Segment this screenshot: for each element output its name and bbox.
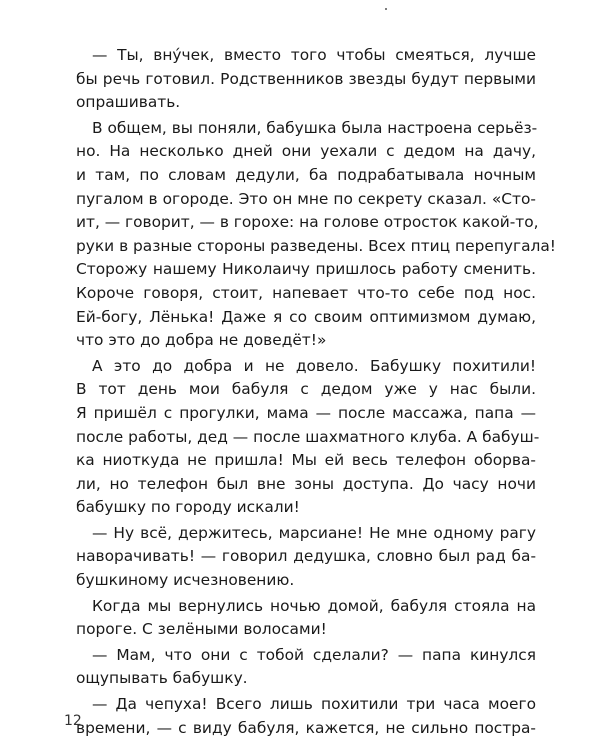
text-line: Ей-богу, Лёнька! Даже я со своим оптимизмом думаю,	[76, 307, 536, 326]
text-line: бабушку по городу искали!	[76, 498, 300, 517]
text-line: но. На несколько дней они уехали с дедом на дачу,	[76, 142, 536, 161]
paragraph-7	[76, 693, 536, 740]
text-line: ка ниоткуда не пришла! Мы ей весь телефон оборва-	[76, 451, 536, 470]
text-line: В тот день мои бабуля с дедом уже у нас были.	[76, 380, 536, 399]
text-line: — Да чепуха! Всего лишь похитили три часа моего	[92, 695, 536, 714]
text-line: руки в разные стороны разведены. Всех птиц перепугала!	[76, 236, 556, 255]
text-line: А это до добра и не довело. Бабушку похитили!	[92, 356, 536, 375]
text-line: Я пришёл с прогулки, мама — после массажа, папа —	[76, 403, 536, 422]
page-text	[76, 44, 556, 742]
text-line: Короче говоря, стоит, напевает что-то себе под нос.	[76, 283, 536, 302]
text-line: пороге. С зелёными волосами!	[76, 620, 327, 639]
text-line: ит, — говорит, — в горохе: на голове отросток какой-то,	[76, 213, 539, 232]
text-line: пугалом в огороде. Это он мне по секрету сказал. «Сто-	[76, 189, 536, 208]
text-line: — Ну всё, держитесь, марсиане! Не мне одному рагу	[92, 523, 536, 542]
text-line: и там, по словам дедули, ба подрабатывала ночным	[76, 165, 536, 184]
text-line: времени, — с виду бабуля, кажется, не сильно постра-	[76, 718, 536, 737]
text-line: Сторожу нашему Николаичу пришлось работу сменить.	[76, 260, 536, 279]
text-line: — Ты, вну́чек, вместо того чтобы смеяться, лучше	[92, 46, 536, 64]
text-line: после работы, дед — после шахматного клуба. А бабуш-	[76, 427, 540, 446]
text-line: опрашивать.	[76, 93, 181, 112]
text-line: бы речь готовил. Родственников звезды будут первыми	[76, 69, 536, 88]
text-line: ощупывать бабушку.	[76, 669, 248, 688]
paragraph-3	[76, 355, 540, 520]
text-line: ли, но телефон был вне зоны доступа. До часу ночи	[76, 474, 536, 493]
paragraph-5	[76, 595, 536, 642]
text-line: бушкиному исчезновению.	[76, 571, 295, 590]
page-number: 12	[64, 713, 82, 729]
text-line: — Мам, что они с тобой сделали? — папа кинулся	[92, 645, 536, 664]
text-line: В общем, вы поняли, бабушка была настроена серьёз-	[92, 118, 538, 137]
text-line: наворачивать! — говорил дедушка, словно был рад ба-	[76, 547, 536, 566]
text-line: Когда мы вернулись ночью домой, бабуля стояла на	[92, 596, 536, 615]
print-speck	[385, 8, 387, 10]
paragraph-6	[76, 644, 536, 691]
paragraph-2	[76, 117, 556, 353]
paragraph-1	[76, 44, 536, 115]
paragraph-4	[76, 522, 536, 593]
text-line: что это до добра не доведёт!»	[76, 331, 327, 350]
